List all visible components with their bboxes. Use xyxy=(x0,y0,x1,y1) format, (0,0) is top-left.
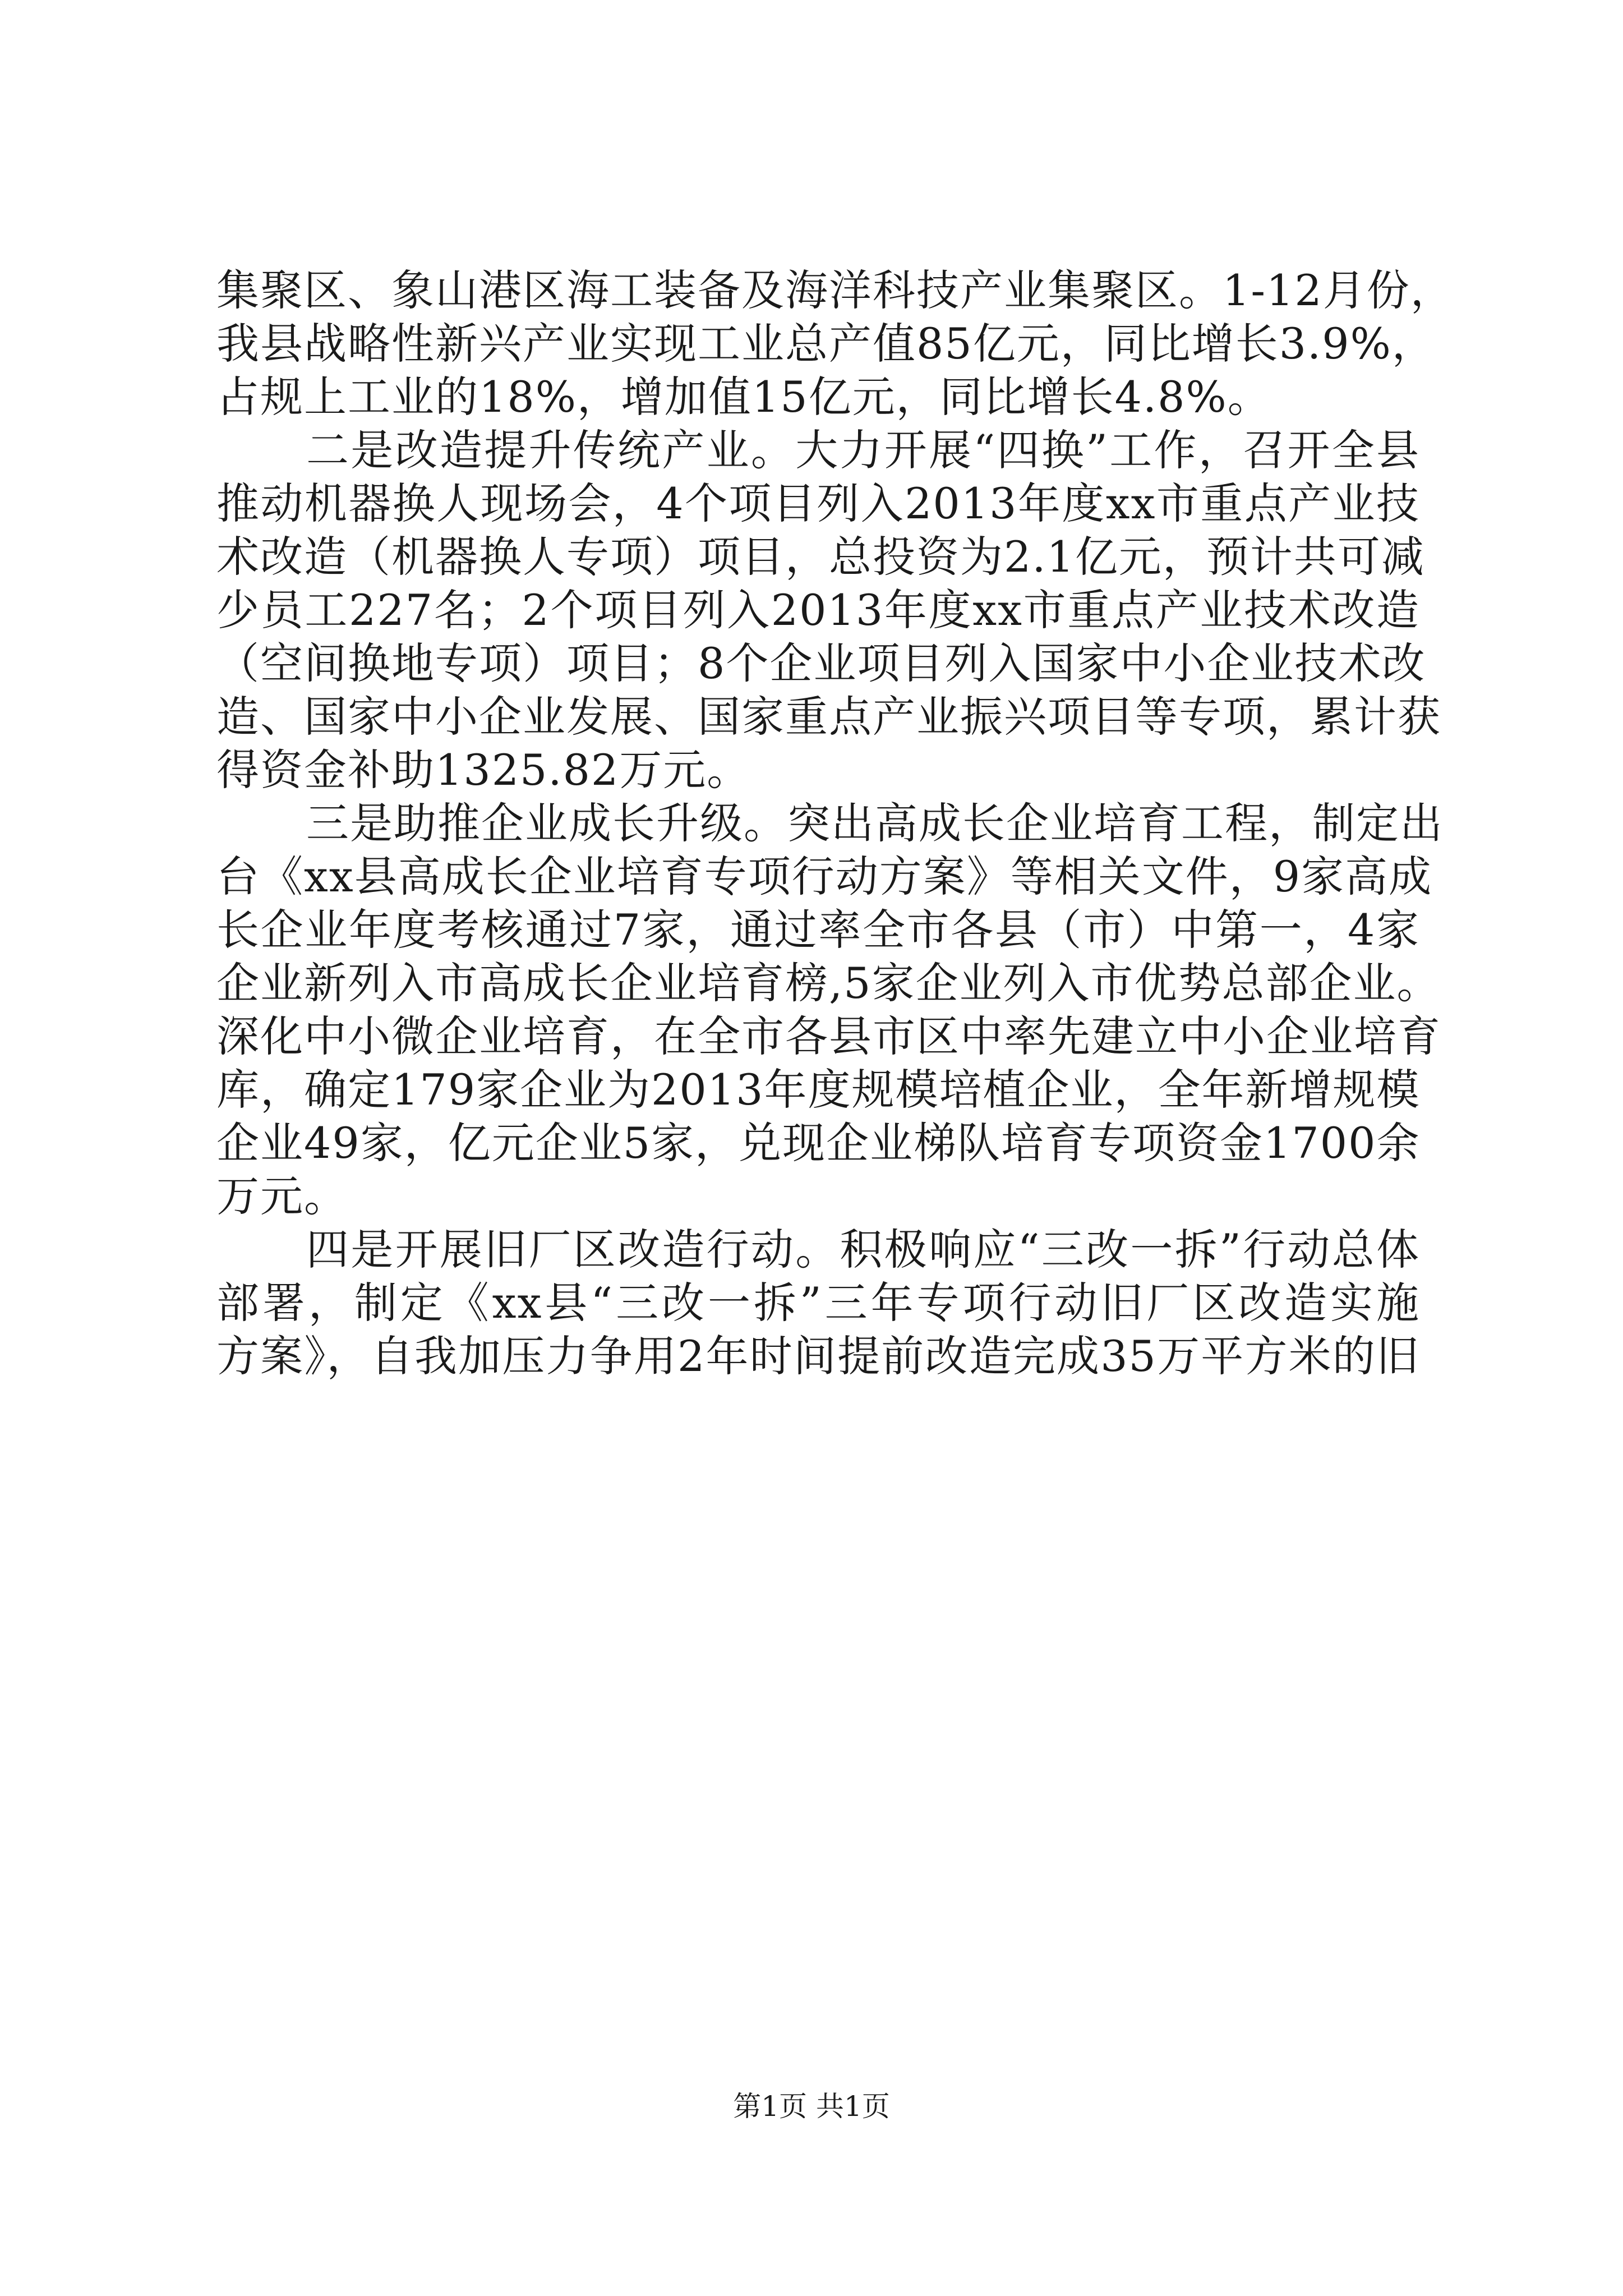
paragraph-start-line: 三是助推企业成长升级。突出高成长企业培育工程，制定出 xyxy=(306,798,1444,848)
text-line: 我县战略性新兴产业实现工业总产值85亿元，同比增长3.9%， xyxy=(216,319,1436,369)
text-line: 占规上工业的18%，增加值15亿元，同比增长4.8%。 xyxy=(216,372,1271,422)
text-line: 万元。 xyxy=(216,1171,348,1221)
text-line: （空间换地专项）项目；8个企业项目列入国家中小企业技术改 xyxy=(216,638,1426,688)
text-line: 推动机器换人现场会，4个项目列入2013年度xx市重点产业技 xyxy=(216,478,1420,528)
paragraph-start-line: 四是开展旧厂区改造行动。积极响应“三改一拆”行动总体 xyxy=(306,1225,1420,1274)
text-line: 少员工227名；2个项目列入2013年度xx市重点产业技术改造 xyxy=(216,585,1420,635)
text-line: 术改造（机器换人专项）项目，总投资为2.1亿元，预计共可减 xyxy=(216,532,1425,582)
text-line: 长企业年度考核通过7家，通过率全市各县（市）中第一，4家 xyxy=(216,905,1420,955)
page-footer xyxy=(0,2087,1623,2126)
document-body xyxy=(216,264,1454,1383)
text-line: 企业49家，亿元企业5家，兑现企业梯队培育专项资金1700余 xyxy=(216,1118,1421,1168)
text-line: 集聚区、象山港区海工装备及海洋科技产业集聚区。1-12月份， xyxy=(216,265,1454,315)
text-line: 造、国家中小企业发展、国家重点产业振兴项目等专项，累计获 xyxy=(216,692,1441,742)
text-line: 企业新列入市高成长企业培育榜,5家企业列入市优势总部企业。 xyxy=(216,958,1441,1008)
paragraph-start-line: 二是改造提升传统产业。大力开展“四换”工作，召开全县 xyxy=(306,425,1420,475)
text-line: 深化中小微企业培育，在全市各县市区中率先建立中小企业培育 xyxy=(216,1011,1441,1061)
text-line: 台《xx县高成长企业培育专项行动方案》等相关文件，9家高成 xyxy=(216,852,1433,901)
text-line: 方案》，自我加压力争用2年时间提前改造完成35万平方米的旧 xyxy=(216,1331,1420,1381)
text-line: 得资金补助1325.82万元。 xyxy=(216,745,751,795)
text-line: 库，确定179家企业为2013年度规模培植企业，全年新增规模 xyxy=(216,1065,1421,1115)
page-number-label: 第1页 共1页 xyxy=(733,2090,890,2123)
text-line: 部署，制定《xx县“三改一拆”三年专项行动旧厂区改造实施 xyxy=(216,1278,1420,1328)
